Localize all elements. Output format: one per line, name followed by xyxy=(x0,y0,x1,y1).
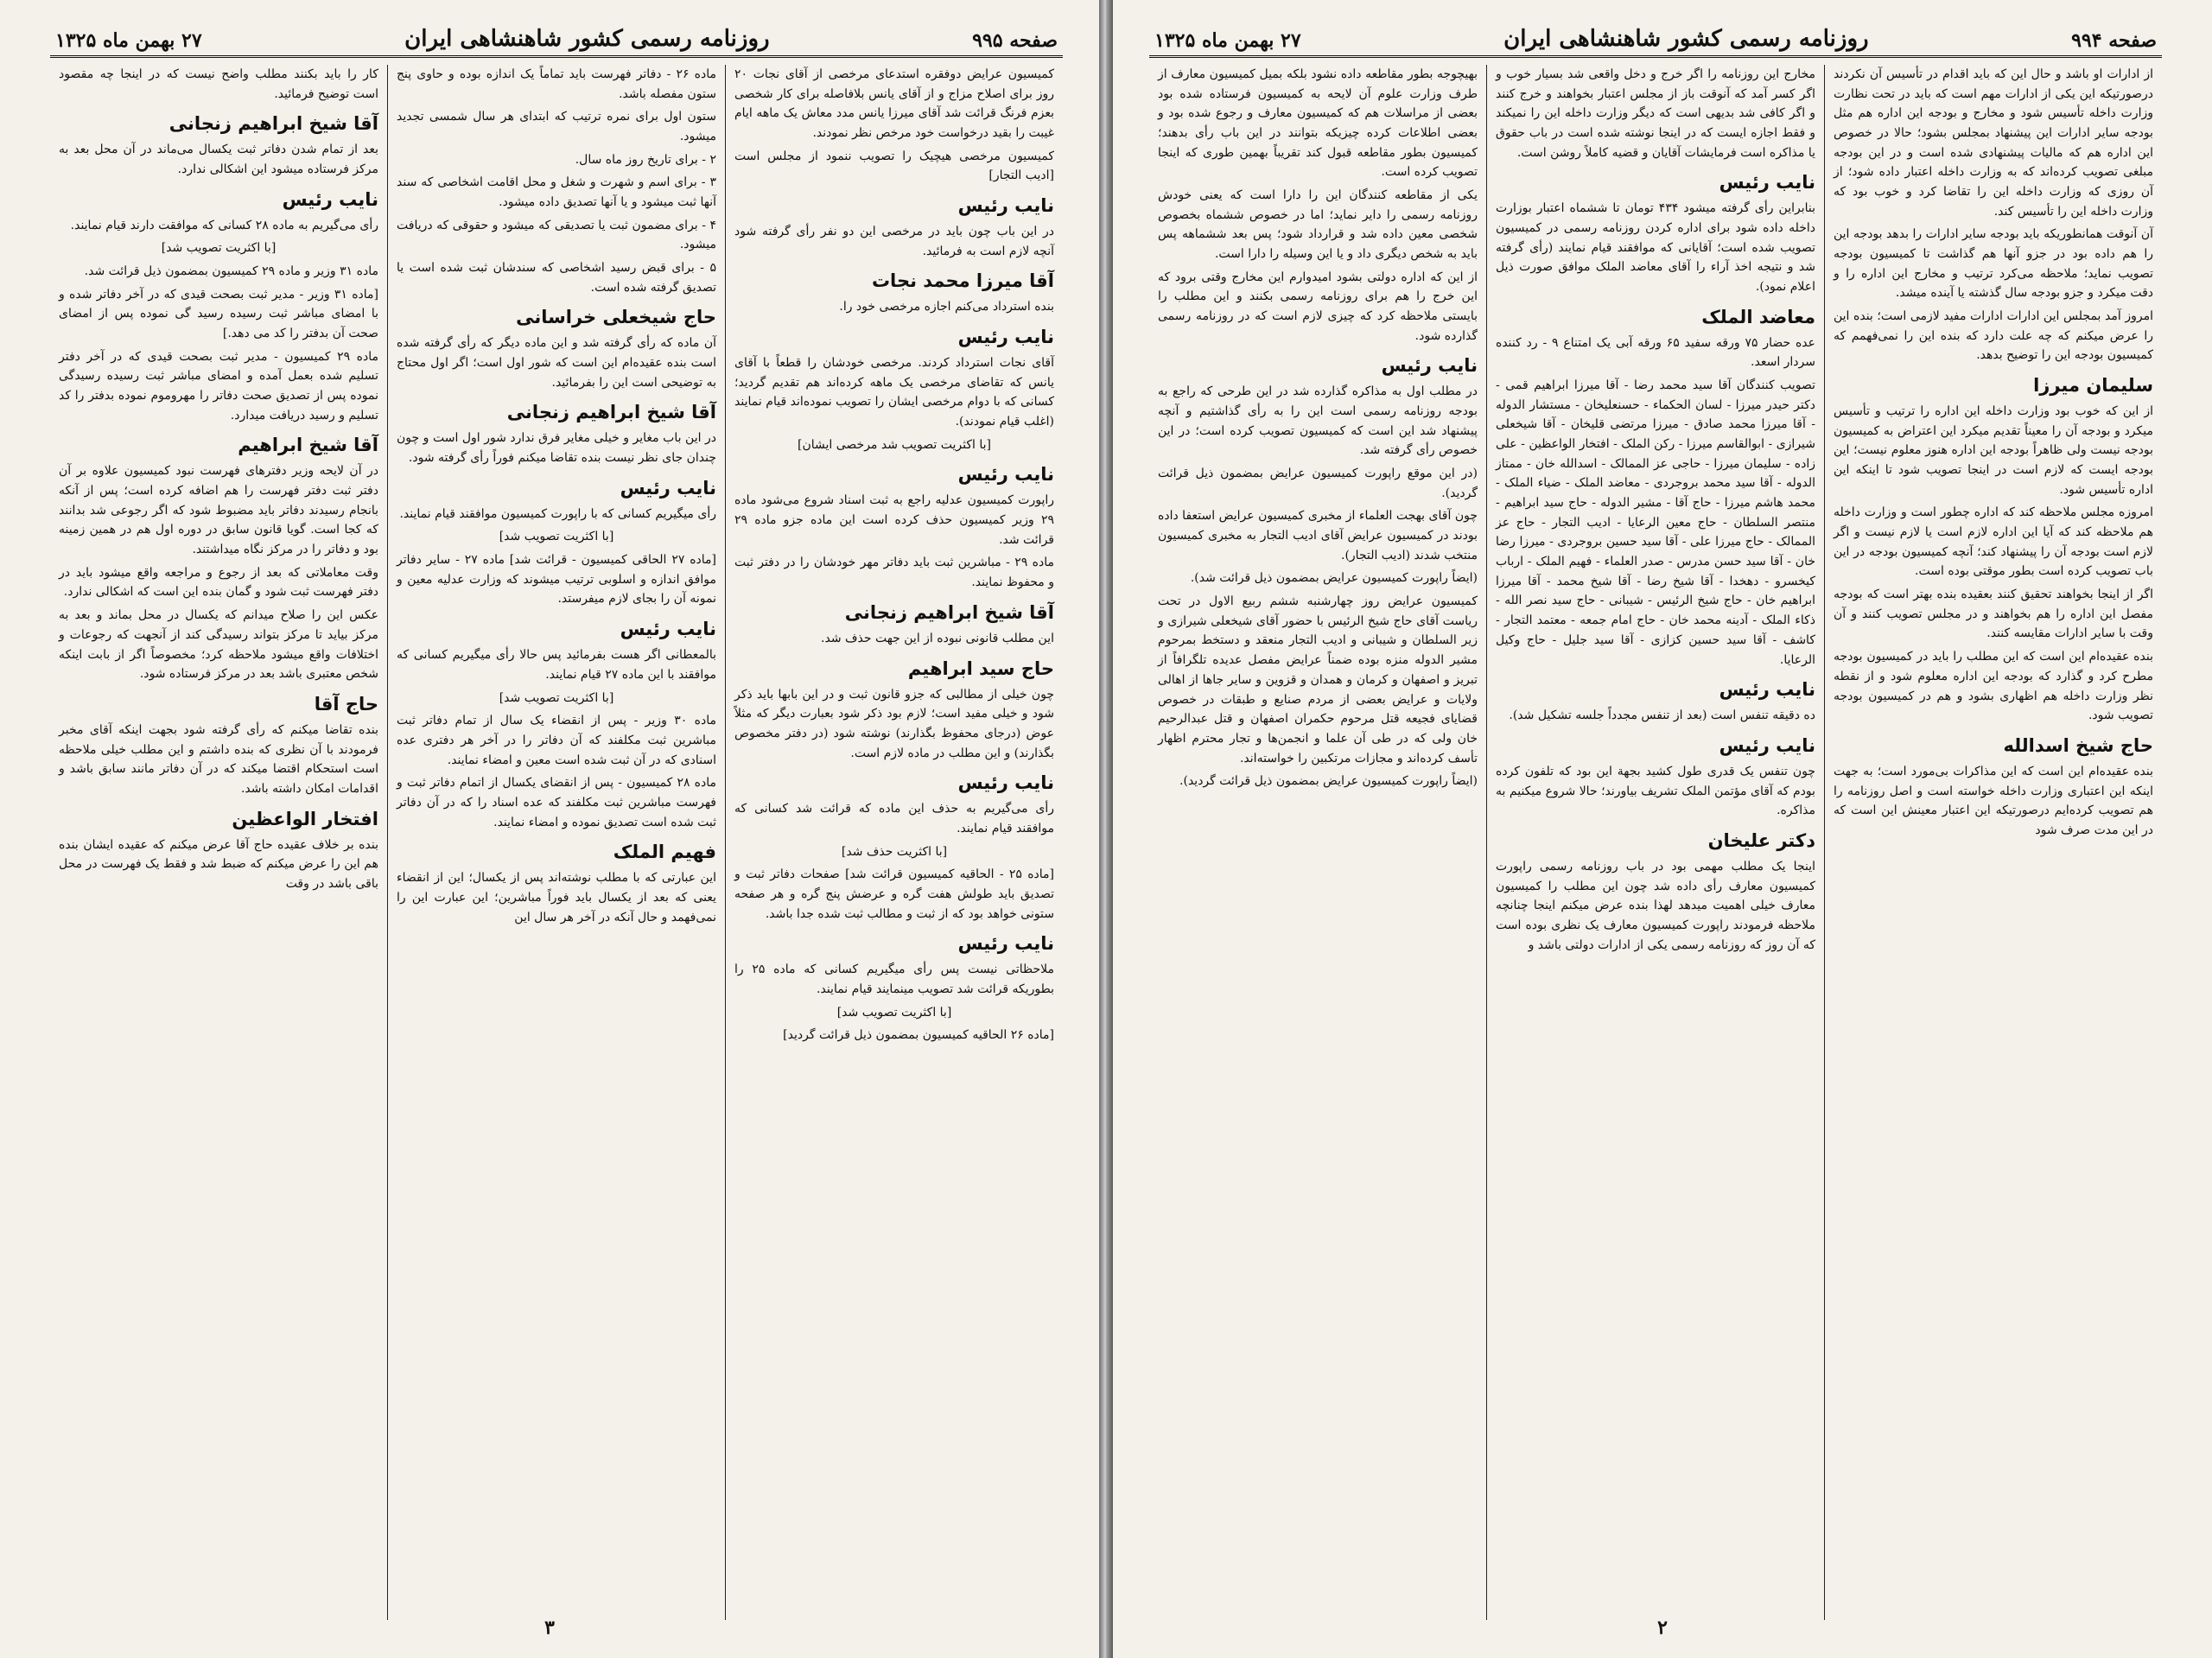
paragraph: ۴ - برای مضمون ثبت یا تصدیقی که میشود و حقوقی که دریافت میشود. xyxy=(397,218,716,252)
speaker-name: دکتر علیخان xyxy=(1707,829,1815,851)
speaker-name: نایب رئیس xyxy=(1719,734,1815,756)
paragraph: [ماده ۲۷ الحاقی کمیسیون - قرائت شد] ماده ۲۷ - سایر دفاتر موافق اندازه و اسلوبی ترتیب میشوند که وزارت عدلیه معین و نمونه آن را بجای لازم میفرستد. xyxy=(397,553,717,607)
paragraph: (ایضاً راپورت کمیسیون عرایض بمضمون ذیل قرائت شد). xyxy=(1190,571,1478,586)
paragraph: این عبارتی که با مطلب نوشته‌اند پس از یکسال؛ این از انقضاء یعنی که بعد از یکسال باید فوراً مباشرین؛ این عبارت این را نمی‌فهمد و حال آنکه در آخر هر سال این xyxy=(397,871,716,924)
speaker-name: حاج آقا xyxy=(314,693,378,715)
speaker-name: نایب رئیس xyxy=(620,619,716,640)
paragraph: کمیسیون عرایض روز چهارشنبه ششم ربیع الاول در تحت ریاست آقای حاج شیخ الرئیس با حضور آقای شیخعلی شیرازی و زیر السلطان و شیبانی و ادیب التجار منعقد و دستخط بمرحوم مشیر الدوله منزه بوده ضمناً عرایض مفصل عدیده تلگرافاً از تبریز و اصفهان و کرمان و همدان و قزوین و سایر جاها از اهالی ولایات و عرایض بعضی از مردم صنایع و طبقات در خصوص قضایای فجیعه قتل مرحوم حکمران اصفهان و قتل عبدالرحیم خان ولی که در طی آن علما و انجمن‌ها و تجار محترم اظهار تأسف کرده‌اند و مجازات مرتکبین را خواسته‌اند. xyxy=(1158,594,1478,765)
paragraph: بنده عقیده‌ام این است که این مذاکرات بی‌مورد است؛ به جهت اینکه این اعتباری وزارت داخله خواسته است و اصل روزنامه را هم تصویب کرده‌ایم درصورتیکه این اعتبار معینش این است که در این مدت صرف شود xyxy=(1834,764,2153,837)
paragraph: در این باب مغایر و خیلی مغایر فرق ندارد شور اول است و چون چندان جای نظر نیست بنده تقاضا میکنم فوراً رأی گرفته شود. xyxy=(397,431,716,466)
text-column xyxy=(1486,65,1824,1620)
paragraph: چون خیلی از مطالبی که جزو قانون ثبت و در این بابها باید ذکر شود و خیلی مفید است؛ لازم بود ذکر شود بعبارت دیگر که مثلاً عوض (درجای محفوظ بگذارند) نوشته شود (در دفتر مخصوص بگذارند) و این مطلب در ماده لازم است. xyxy=(734,687,1054,760)
paragraph: از این که اداره دولتی بشود امیدوارم این مخارج وقتی برود که این خرج را هم برای روزنامه رسمی بکنند و این مطلب را بایستی ملاحظه کرد که چیزی لازم است که در روزنامه رسمی گذارده شود. xyxy=(1158,270,1478,343)
column-group xyxy=(1149,65,2162,1620)
vote-result: [با اکثریت تصویب شد] xyxy=(499,530,614,544)
paragraph: کمیسیون عرایض دوفقره استدعای مرخصی از آقای نجات ۲۰ روز برای اصلاح مزاج و از آقای یانس بلافاصله برای کار شخصی بعزم فرنگ قرائت شد آقای میرزا یانس مدد معاش یک ماهه ایام غیبت را بقید درخواست خود مرخص نظر نمودند. xyxy=(734,67,1054,141)
speaker-name: سلیمان میرزا xyxy=(2033,375,2153,397)
paragraph: کار را باید بکنند مطلب واضح نیست که در اینجا چه مقصود است توضیح فرمائید. xyxy=(59,67,378,101)
speaker-name: نایب رئیس xyxy=(957,933,1054,955)
page-header xyxy=(1149,16,2162,58)
paragraph: این مطلب قانونی نبوده از این جهت حذف شد. xyxy=(821,631,1054,645)
text-column xyxy=(50,65,387,1620)
paragraph: چون آقای بهجت العلماء از مخبری کمیسیون عرایض استعفا داده بودند در کمیسیون عرایض آقای ادیب التجار به مخبری کمیسیون منتخب شدند (ادیب التجار). xyxy=(1158,509,1478,562)
paragraph: بنده تقاضا میکنم که رأی گرفته شود بجهت اینکه آقای مخبر فرمودند با آن نظری که بنده داشتم و این مطلب خیلی ملاحظه است استحکام اقتضا میکند که در آن دفاتر مانند سابق باشد و اقدامات امکان داشته باشد. xyxy=(59,722,378,796)
paragraph: آن ماده که رأی گرفته شد و این ماده دیگر که رأی گرفته شده است بنده عقیده‌ام این است که شور اول است؛ اگر اول محتاج به توضیحی است این را بفرمائید. xyxy=(397,336,716,390)
book-gutter xyxy=(1099,0,1113,1658)
speaker-name: افتخار الواعظین xyxy=(232,808,378,829)
speaker-name: آقا شیخ ابراهیم زنجانی xyxy=(844,601,1054,623)
paragraph: عکس این را صلاح میدانم که یکسال در محل بماند و بعد به مرکز بیاید تا مرکز بتواند رسیدگی کند از آنجهت که رجوعات و اختلافات واقع میشود ملاحظه کرد؛ مخصوصاً اگر از بابت اینکه شخص معتبری باشد بعد در مرکز فرستاده شود. xyxy=(59,608,378,682)
gazette-title: روزنامه رسمی کشور شاهنشاهی ایران xyxy=(1503,26,1869,52)
paragraph: ده دقیقه تنفس است (بعد از تنفس مجدداً جلسه تشکیل شد). xyxy=(1509,708,1815,723)
speaker-name: آقا شیخ ابراهیم xyxy=(238,435,378,456)
gazette-title: روزنامه رسمی کشور شاهنشاهی ایران xyxy=(404,26,770,52)
paragraph: بنده استرداد می‌کنم اجازه مرخصی خود را. xyxy=(839,300,1054,314)
paragraph: یکی از مقاطعه کنندگان این را دارا است که یعنی خودش روزنامه رسمی را دایر نماید؛ اما در خصوص ششماه بخصوص شخصی معین داده شد و قرارداد شود؛ پس بعد ششماهه پس باید به شخص دیگری داد و یا این وسیله را دارا است. xyxy=(1158,188,1478,262)
paragraph: بهیچوجه بطور مقاطعه داده نشود بلکه بمیل کمیسیون معارف از طرف وزارت علوم آن لایحه به کمیسیون فرستاده شده بود بعضی از مراسلات هم که کمیسیون معارف و رجوع شده بود و بعضی اطلاعات کرده چیزیکه بتوانند در این باب رأی بدهند؛ کمیسیون بطور مقاطعه قبول کند تقریباً بهمین طوری که اینجا تصویب کرده است. xyxy=(1158,67,1478,180)
paragraph: مخارج این روزنامه را اگر خرج و دخل واقعی شد بسیار خوب و اگر کسر آمد که آنوقت باز از مجلس اعتبار بخواهند و خرج کنند و اگر کافی شد بدیهی است که دیگر وزارت داخله این را نمیکند و فقط اجازه ایست که در اینجا نوشته شده است در باب حقوق یا مذاکره است فرمایشات آقایان و قضیه کاملاً روشن است. xyxy=(1496,67,1815,160)
paragraph: آقای نجات استرداد کردند. مرخصی خودشان را قطعاً با آقای یانس که تقاضای مرخصی یک ماهه کرده‌اند هم تقدیم گردید؛ کسانی که با دوام مرخصی ایشان را تصویب نموده‌اند قیام نمایند (اغلب قیام نمودند). xyxy=(734,356,1054,429)
paragraph: ستون اول برای نمره ترتیب که ابتدای هر سال شمسی تجدید میشود. xyxy=(397,110,716,144)
vote-result: [با اکثریت تصویب شد] xyxy=(836,1005,952,1020)
speaker-name: نایب رئیس xyxy=(1719,172,1815,194)
speaker-name: آقا شیخ ابراهیم زنجانی xyxy=(168,113,378,135)
vote-result: [با اکثریت تصویب شد] xyxy=(499,690,614,705)
column-group xyxy=(50,65,1063,1620)
speaker-name: معاضد الملک xyxy=(1701,306,1815,327)
paragraph: رأی می‌گیریم به حذف این ماده که قرائت شد کسانی که موافقند قیام نمایند. xyxy=(734,802,1054,835)
paragraph: بنده بر خلاف عقیده حاج آقا عرض میکنم که عقیده ایشان بنده هم این را عرض میکنم که ضبط شد و فقط یک فهرست در محل باقی باشد در وقت xyxy=(59,837,379,891)
paragraph: در آن لایحه وزیر دفترهای فهرست نبود کمیسیون علاوه بر آن دفتر ثبت دفتر فهرست را هم اضافه کرده است؛ پس از آنکه بانجام رسیدند دفاتر باید مضبوط شود که اگر رجوعی شد بدانند که کجا است. گویا قانون سابق در دوره اول هم در همین زمینه بود و دفاتر را در مرکز نگاه میداشتند. xyxy=(59,464,378,557)
paragraph: [ماده ۳۱ وزیر - مدیر ثبت بصحت قیدی که در آخر دفاتر شده و با امضای مباشر ثبت رسیده رسید گی نموده پس از امضای صحت آن بدفتر را کد می دهد.] xyxy=(59,287,378,341)
paragraph: ۲ - برای تاریخ روز ماه سال. xyxy=(575,152,716,167)
paragraph: رأی میگیریم کسانی که با راپورت کمیسیون موافقند قیام نمایند. xyxy=(399,506,716,521)
paragraph: ۵ - برای قبض رسید اشخاصی که سندشان ثبت شده است یا تصدیق گرفته شده است. xyxy=(397,261,716,295)
text-column xyxy=(1149,65,1486,1620)
paragraph: از ادارات او باشد و حال این که باید اقدام در تأسیس آن نکردند درصورتیکه این یکی از ادارات مهم است که باید در تحت نظارت وزارت داخله تأسیس شود و مخارج و بودجه این اداره هم مثل بودجه سایر ادارات این پیشنهاد بمجلس بشود؛ حالا در خصوص این اداره هم که مالیات پیشنهادی شده است و در این بودجه مبلغی تصویب کرده‌اند که به وزارت داخله اعتبار داده شود؛ از آن روزی که وزارت داخله این را تقاضا کرد و خوب بود که وزارت داخله این را تأسیس کند. xyxy=(1834,67,2153,219)
paragraph: [ماده ۲۵ - الحاقیه کمیسیون قرائت شد] صفحات دفاتر ثبت و تصدیق باید طولش هفت گره و عرضش پنج گره و هر صفحه ستونی خواهد بود که از ثبت و مطالب ثبت شده جدا باشد. xyxy=(734,867,1054,921)
paragraph: امروز آمد بمجلس این ادارات ادارات مفید لازمی است؛ بنده این را عرض میکنم که چه علت دارد که بنده این را نمی‌فهمم که کمیسیون بودجه این را توضیح بدهد. xyxy=(1834,309,2153,363)
paragraph: چون تنفس یک قدری طول کشید بجهة این بود که تلفون کرده بودم که آقای مؤتمن الملک تشریف بیاورند؛ حالا شروع میکنیم به مذاکره. xyxy=(1496,764,1815,818)
page-995 xyxy=(0,0,1099,1658)
paragraph: بنده عقیده‌ام این است که این مطلب را باید در کمیسیون بودجه مطرح کرد و گذارد که بودجه این اداره معلوم شود و از نقطه نظر وزارت داخله هم اظهاری بشود و هم در کمیسیون بودجه تصویب شود. xyxy=(1834,650,2153,723)
paragraph: عده حضار ۷۵ ورقه سفید ۶۵ ورقه آبی یک امتناع ۹ - رد کننده سردار اسعد. xyxy=(1496,335,1816,370)
paragraph: کمیسیون مرخصی هیچیک را تصویب ننمود از مجلس است [ادیب التجار] xyxy=(734,149,1054,183)
speaker-name: حاج سید ابراهیم xyxy=(907,657,1054,679)
paragraph: بالمعطانی اگر هست بفرمائید پس حالا رأی میگیریم کسانی که موافقند با این ماده ۲۷ قیام نمایند. xyxy=(397,648,716,682)
paragraph: وقت معاملاتی که بعد از رجوع و مراجعه واقع میشود باید در دفتر فهرست ثبت شود و گمان بنده این است که اشکالی ندارد. xyxy=(59,565,378,600)
paragraph: ماده ۳۱ وزیر و ماده ۲۹ کمیسیون بمضمون ذیل قرائت شد. xyxy=(84,264,378,279)
paragraph: بنابراین رأی گرفته میشود ۴۳۴ تومان تا ششماه اعتبار بوزارت داخله داده شود برای اداره کردن روزنامه رسمی در کمیسیون تصویب شده است؛ آقایانی که موافقند قیام نمایند (رأی گرفته شد و نتیجه اخذ آراء را آقای معاضد الملک موافق صورت ذیل اعلام نمود). xyxy=(1496,201,1815,295)
speaker-name: حاج شیخ اسدالله xyxy=(2003,734,2153,756)
paragraph: [ماده ۲۶ الحاقیه کمیسیون بمضمون ذیل قرائت گردید] xyxy=(783,1028,1054,1043)
speaker-name: نایب رئیس xyxy=(957,464,1054,486)
page-label: صفحه ۹۹۴ xyxy=(2071,29,2157,52)
paragraph: رأی می‌گیریم به ماده ۲۸ کسانی که موافقت دارند قیام نمایند. xyxy=(70,218,378,232)
vote-result: [با اکثریت تصویب شد مرخصی ایشان] xyxy=(798,437,991,452)
speaker-name: نایب رئیس xyxy=(282,188,378,210)
paragraph: آن آنوقت همانطوریکه باید بودجه سایر ادارات را بدهد بودجه این را هم داده بود در جزو آنها هم گذاشت تا کمیسیون بودجه تصویب نماید؛ ملاحظه می‌کرد ترتیب و مخارج این اداره را و دقت میکرد و جزو بودجه سال گذشته یا آینده میشد. xyxy=(1834,227,2153,301)
text-column xyxy=(725,65,1063,1620)
paragraph: بعد از تمام شدن دفاتر ثبت یکسال می‌ماند در آن محل بعد به مرکز فرستاده میشود این اشکالی ندارد. xyxy=(59,143,378,177)
paragraph: (در این موقع راپورت کمیسیون عرایض بمضمون ذیل قرائت گردید). xyxy=(1158,467,1478,500)
paragraph: تصویب کنندگان آقا سید محمد رضا - آقا میرزا ابراهیم قمی - دکتر حیدر میرزا - لسان الحکماء - حسنعلیخان - مستشار الدوله - آقا میرزا محمد صادق - میرزا مرتضی قلیخان - آقا شیخعلی شیرازی - ابوالقاسم میرزا - رکن الملک - افتخار الواعظین - علی زاده - سلیمان میرزا - حاجی عز الممالک - اسدالله خان - ممتاز الدوله - آقا سید محمد بروجردی - معاضد الملک - ضیاء الملک - محمد هاشم میرزا - حاج آقا - مشیر الدوله - حاج سید ابراهیم - منتصر السلطان - حاج معین الرعایا - ادیب التجار - حاج عز الممالک - حاج میرزا علی - آقا سید حسین بروجردی - میرزا رضا خان - آقا سید حسن مدرس - صدر العلماء - فهیم الملک - ارباب کیخسرو - دهخدا - آقا شیخ رضا - آقا شیخ محمد - آقا میرزا ابراهیم خان - حاج شیخ الرئیس - شیبانی - حاج سید نصر الله - ذکاء الملک - آدینه محمد خان - حاج امام جمعه - معتمد التجار - کاشف - آقا سید حسین کزازی - آقا سید جلیل - حاج وکیل الرعایا. xyxy=(1496,378,1815,667)
paragraph: ماده ۳۰ وزیر - پس از انقضاء یک سال از تمام دفاتر ثبت مباشرین ثبت مکلفند که آن دفاتر را در آخر هر دفتری عده اسنادی که در آن ثبت شده است معین و امضاء نمایند. xyxy=(397,714,716,767)
vote-result: [با اکثریت تصویب شد] xyxy=(161,241,276,256)
paragraph: ماده ۲۹ - مباشرین ثبت باید دفاتر مهر خودشان را در دفتر ثبت و محفوظ نمایند. xyxy=(734,556,1054,590)
paragraph: راپورت کمیسیون عدلیه راجع به ثبت اسناد شروع می‌شود ماده ۲۹ وزیر کمیسیون حذف کرده است این ماده جزو ماده ۲۹ قرائت شد. xyxy=(734,493,1054,547)
speaker-name: فهیم الملک xyxy=(613,842,716,863)
paragraph: (ایضاً راپورت کمیسیون عرایض بمضمون ذیل قرائت گردید). xyxy=(1179,774,1478,789)
paragraph: ملاحظاتی نیست پس رأی میگیریم کسانی که ماده ۲۵ را بطوریکه قرائت شد تصویب مینمایند قیام نمایند. xyxy=(734,962,1054,996)
paragraph: امروزه مجلس ملاحظه کند که اداره چطور است و وزارت داخله هم ملاحظه کند که آیا این اداره لازم است یا لازم نیست و اگر لازم است بودجه آن را پیشنهاد کند؛ آنچه کمیسیون بودجه در این باب تصویب کرده است بطور موقتی بوده است. xyxy=(1834,505,2153,579)
speaker-name: نایب رئیس xyxy=(1719,679,1815,701)
speaker-name: نایب رئیس xyxy=(957,195,1054,217)
speaker-name: نایب رئیس xyxy=(957,772,1054,794)
paragraph: اینجا یک مطلب مهمی بود در باب روزنامه رسمی راپورت کمیسیون معارف رأی داده شد چون این مطلب را کمیسیون معارف خیلی اهمیت میدهد لهذا بنده عرض میکنم اینجا چنانچه ملاحظه فرمودند راپورت کمیسیون معارف یک نظری بوده است که آن روز که روزنامه رسمی یکی از ادارات دولتی باشد و xyxy=(1496,859,1815,952)
paragraph: ماده ۲۸ کمیسیون - پس از انقضای یکسال از اتمام دفاتر ثبت و فهرست مباشرین ثبت مکلفند که عده اسناد را که در آن دفاتر ثبت شده است تصدیق نموده و امضاء نمایند. xyxy=(397,776,716,829)
speaker-name: حاج شیخعلی خراسانی xyxy=(516,307,716,328)
text-column xyxy=(1824,65,2162,1620)
speaker-name: نایب رئیس xyxy=(620,477,716,499)
paragraph: در مطلب اول به مذاکره گذارده شد در این طرحی که راجع به بودجه روزنامه رسمی است این را به رأی گذاشتیم و آنچه پیشنهاد شد این است که کمیسیون تصویب کرده است؛ در این خصوص رأی گرفته شد. xyxy=(1158,384,1478,458)
issue-date: ۲۷ بهمن ماه ۱۳۲۵ xyxy=(1154,29,1301,52)
speaker-name: نایب رئیس xyxy=(1381,355,1478,377)
vote-result: [با اکثریت حذف شد] xyxy=(841,844,948,859)
paragraph: ۳ - برای اسم و شهرت و شغل و محل اقامت اشخاصی که سند آنها ثبت میشود و یا آنها تصدیق داده میشود. xyxy=(397,175,716,210)
page-label: صفحه ۹۹۵ xyxy=(972,29,1058,52)
speaker-name: آقا میرزا محمد نجات xyxy=(871,270,1054,292)
issue-date: ۲۷ بهمن ماه ۱۳۲۵ xyxy=(55,29,202,52)
page-number: ۳ xyxy=(544,1617,555,1639)
paragraph: ماده ۲۹ کمیسیون - مدیر ثبت بصحت قیدی که در آخر دفتر تسلیم شده بعمل آمده و امضای مباشر ثبت رسیده رسیدگی نموده پس از تصدیق صحت دفاتر را مهروموم نموده بدفتر را کد تسلیم و رسید دریافت میدارد. xyxy=(59,349,378,422)
speaker-name: نایب رئیس xyxy=(957,327,1054,348)
page-994 xyxy=(1113,0,2212,1658)
paragraph: در این باب چون باید در مرخصی این دو نفر رأی گرفته شود آنچه لازم است به فرمائید. xyxy=(734,225,1054,258)
paragraph: از این که خوب بود وزارت داخله این اداره را ترتیب و تأسیس میکرد و بودجه آن را معیناً تقدیم میکرد این اعتراض به کمیسیون بودجه نیست ولی ظاهراً بودجه این اداره هنوز معلوم نیست؛ این بودجه ایست که لازم است در اینجا تصویب شود تا اینکه این اداره تأسیس شود. xyxy=(1834,404,2153,497)
page-number: ۲ xyxy=(1657,1617,1668,1639)
page-header xyxy=(50,16,1063,58)
paragraph: ماده ۲۶ - دفاتر فهرست باید تماماً یک اندازه بوده و حاوی پنج ستون مفصله باشد. xyxy=(397,67,716,101)
speaker-name: آقا شیخ ابراهیم زنجانی xyxy=(506,402,716,423)
text-column xyxy=(387,65,725,1620)
paragraph: اگر از اینجا بخواهند تحقیق کنند بعقیده بنده بهتر است که بودجه مفصل این اداره را هم بخواهند و در مجلس تصویب کنند و آن وقت با سایر ادارات مقایسه کنند. xyxy=(1834,588,2153,641)
